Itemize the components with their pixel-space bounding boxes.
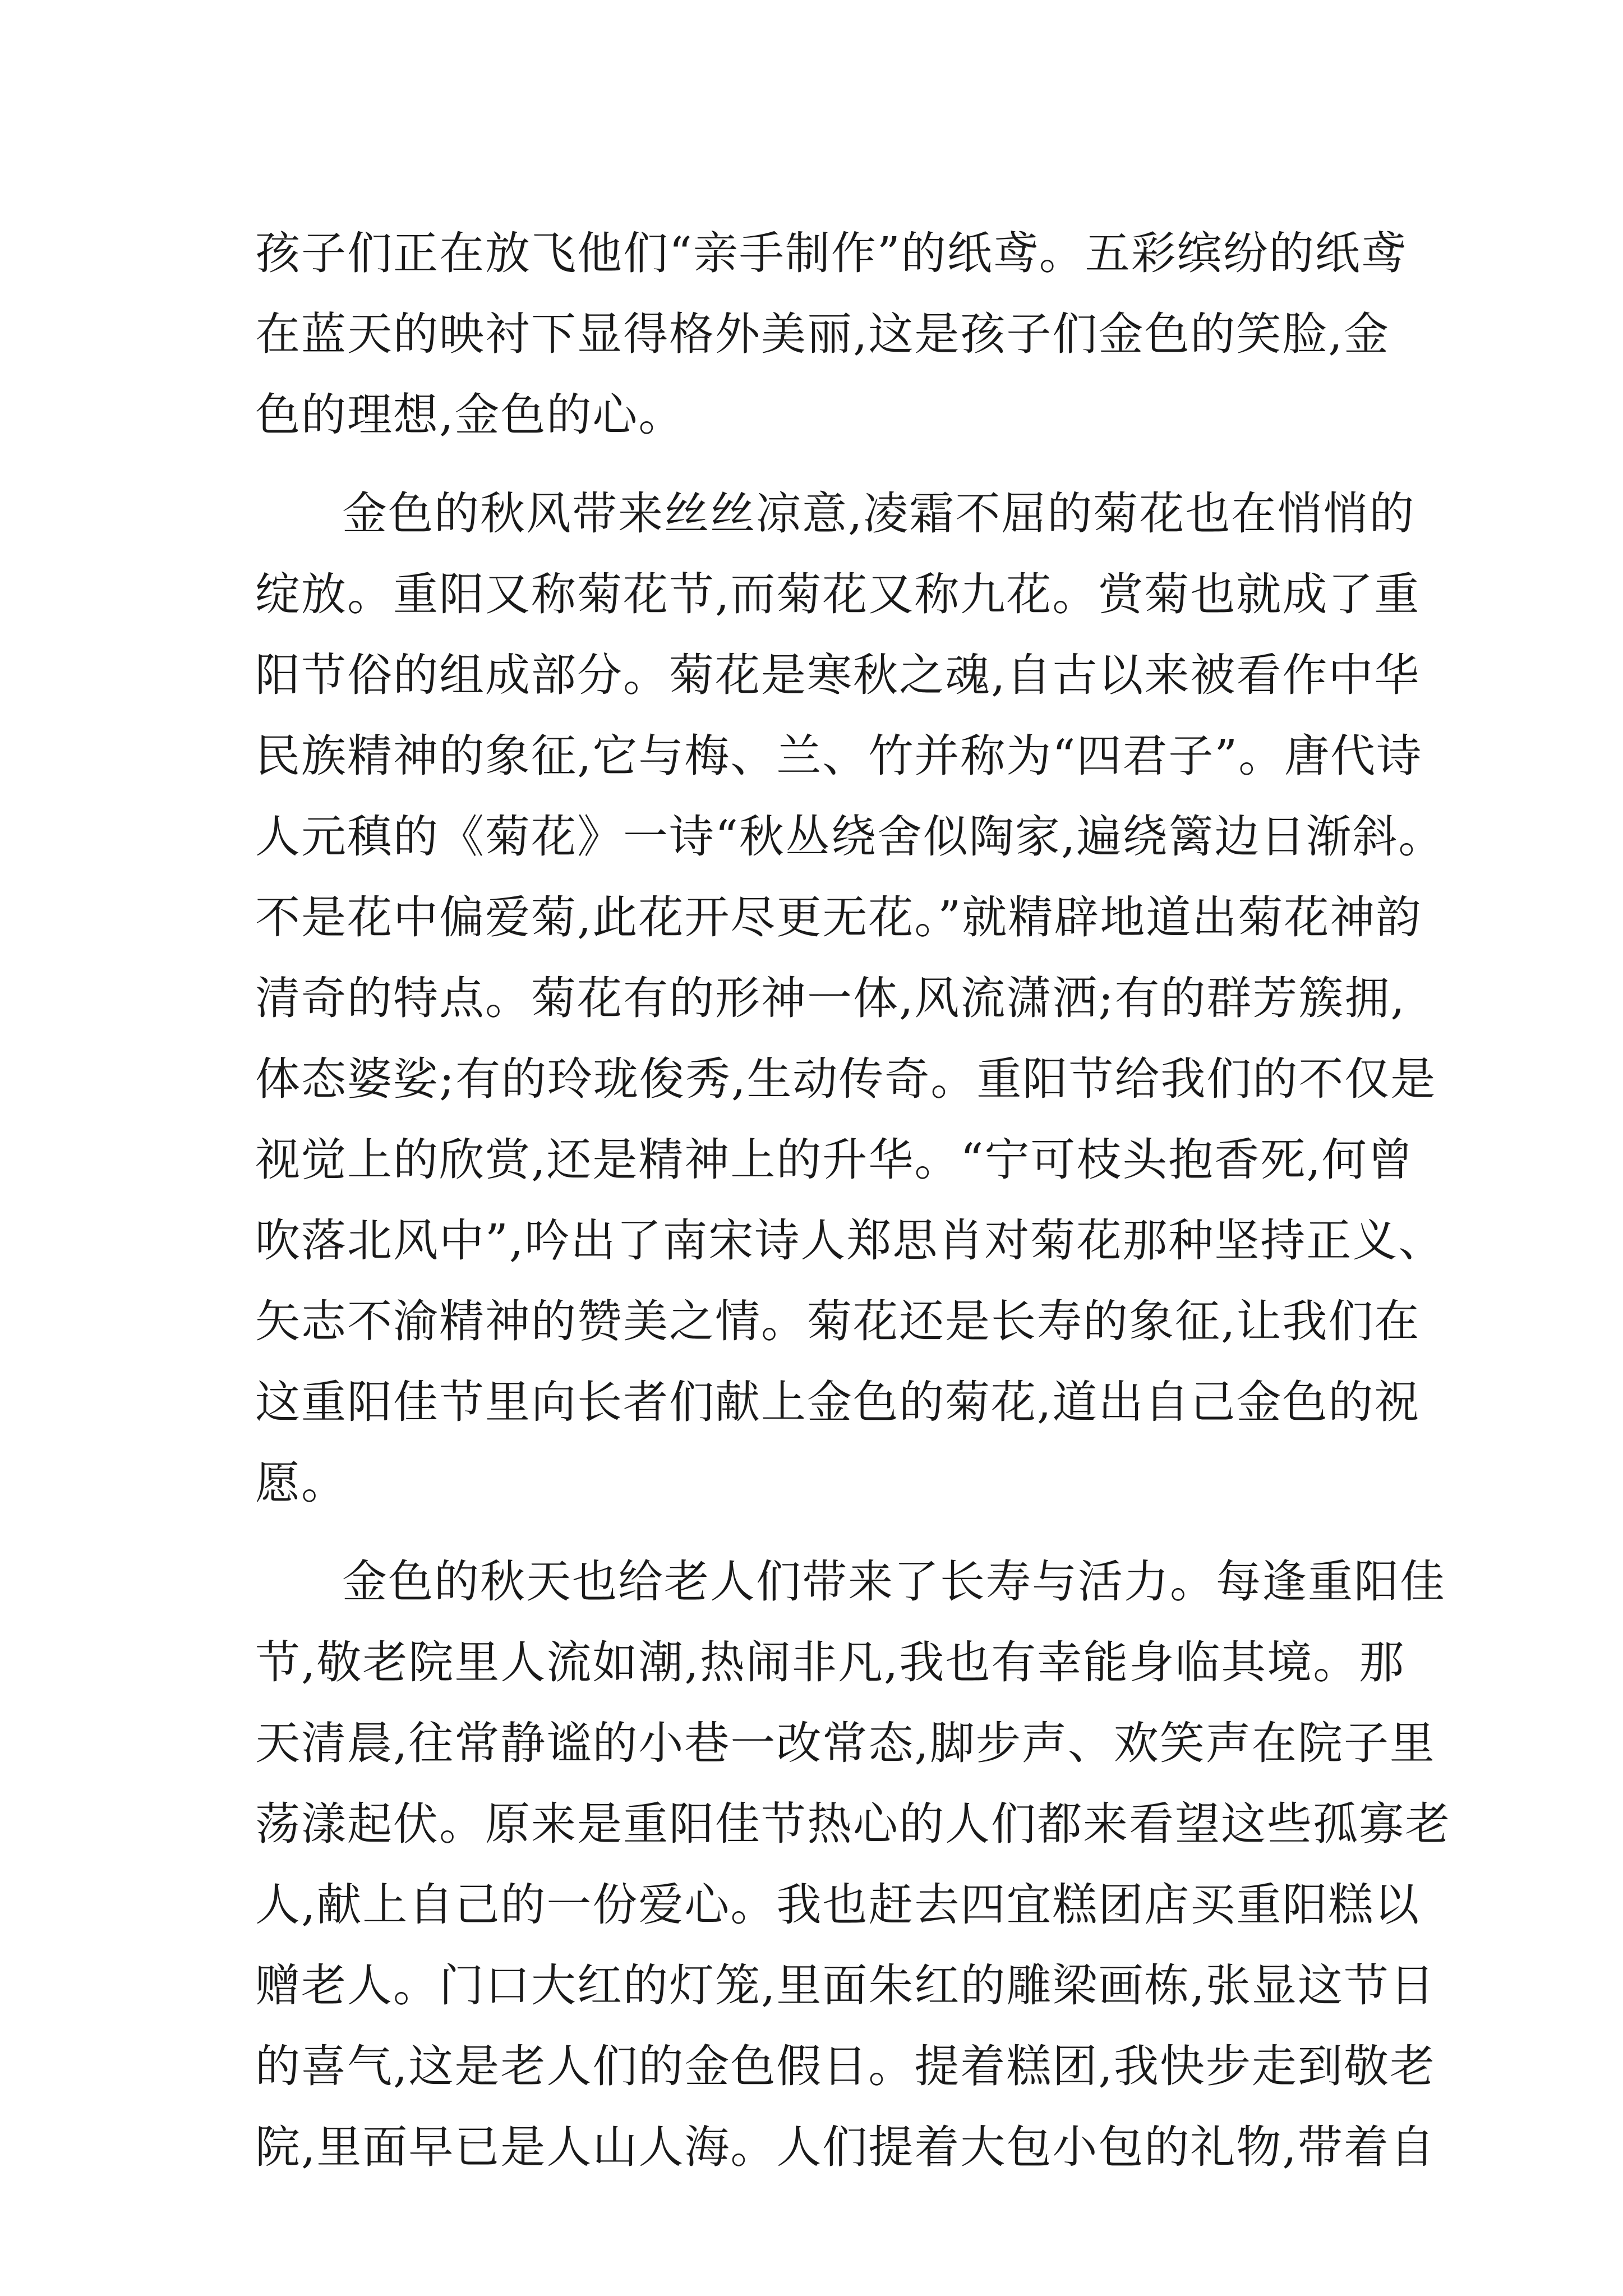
paragraph-3-line-8: 院,里面早已是人山人海。人们提着大包小包的礼物,带着自 bbox=[255, 2121, 1436, 2173]
paragraph-1-line-1: 孩子们正在放飞他们“亲手制作”的纸鸢。五彩缤纷的纸鸢 bbox=[255, 227, 1407, 279]
paragraph-3-line-4: 荡漾起伏。原来是重阳佳节热心的人们都来看望这些孤寡老 bbox=[255, 1798, 1451, 1850]
paragraph-2-line-3: 阳节俗的组成部分。菊花是寒秋之魂,自古以来被看作中华 bbox=[255, 649, 1421, 701]
paragraph-2-line-13: 愿。 bbox=[255, 1457, 347, 1509]
paragraph-2-line-1: 金色的秋风带来丝丝凉意,凌霜不屈的菊花也在悄悄的 bbox=[342, 487, 1415, 540]
paragraph-2-line-4: 民族精神的象征,它与梅、兰、竹并称为“四君子”。唐代诗 bbox=[255, 730, 1423, 782]
paragraph-3-line-6: 赠老人。门口大红的灯笼,里面朱红的雕梁画栋,张显这节日 bbox=[255, 1959, 1436, 2012]
paragraph-2-line-10: 吹落北风中”,吟出了南宋诗人郑思肖对菊花那种坚持正义、 bbox=[255, 1214, 1445, 1267]
paragraph-2-line-12: 这重阳佳节里向长者们献上金色的菊花,道出自己金色的祝 bbox=[255, 1376, 1421, 1428]
paragraph-2-line-11: 矢志不渝精神的赞美之情。菊花还是长寿的象征,让我们在 bbox=[255, 1295, 1421, 1347]
paragraph-3-line-3: 天清晨,往常静谧的小巷一改常态,脚步声、欢笑声在院子里 bbox=[255, 1717, 1436, 1769]
paragraph-2-line-6: 不是花中偏爱菊,此花开尽更无花。”就精辟地道出菊花神韵 bbox=[255, 891, 1422, 944]
paragraph-spacer bbox=[255, 455, 1399, 473]
body-text bbox=[255, 213, 1451, 2188]
paragraph-2-line-8: 体态婆娑;有的玲珑俊秀,生动传奇。重阳节给我们的不仅是 bbox=[255, 1053, 1437, 1105]
paragraph-1-line-2: 在蓝天的映衬下显得格外美丽,这是孩子们金色的笑脸,金 bbox=[255, 308, 1390, 360]
paragraph-3-line-2: 节,敬老院里人流如潮,热闹非凡,我也有幸能身临其境。那 bbox=[255, 1636, 1405, 1688]
paragraph-2-line-2: 绽放。重阳又称菊花节,而菊花又称九花。赏菊也就成了重 bbox=[255, 568, 1421, 620]
paragraph-2-line-7: 清奇的特点。菊花有的形神一体,风流潇洒;有的群芳簇拥, bbox=[255, 972, 1406, 1024]
paragraph-2-line-5: 人元稹的《菊花》一诗“秋丛绕舍似陶家,遍绕篱边日渐斜。 bbox=[255, 811, 1445, 863]
paragraph-1-line-3: 色的理想,金色的心。 bbox=[255, 389, 685, 441]
paragraph-spacer bbox=[255, 1524, 1399, 1542]
paragraph-3-line-5: 人,献上自己的一份爱心。我也赶去四宜糕团店买重阳糕以 bbox=[255, 1879, 1421, 1931]
paragraph-3-line-7: 的喜气,这是老人们的金色假日。提着糕团,我快步走到敬老 bbox=[255, 2040, 1436, 2092]
paragraph-2-line-9: 视觉上的欣赏,还是精神上的升华。“宁可枝头抱香死,何曾 bbox=[255, 1134, 1414, 1186]
paragraph-3-line-1: 金色的秋天也给老人们带来了长寿与活力。每逢重阳佳 bbox=[342, 1556, 1446, 1608]
